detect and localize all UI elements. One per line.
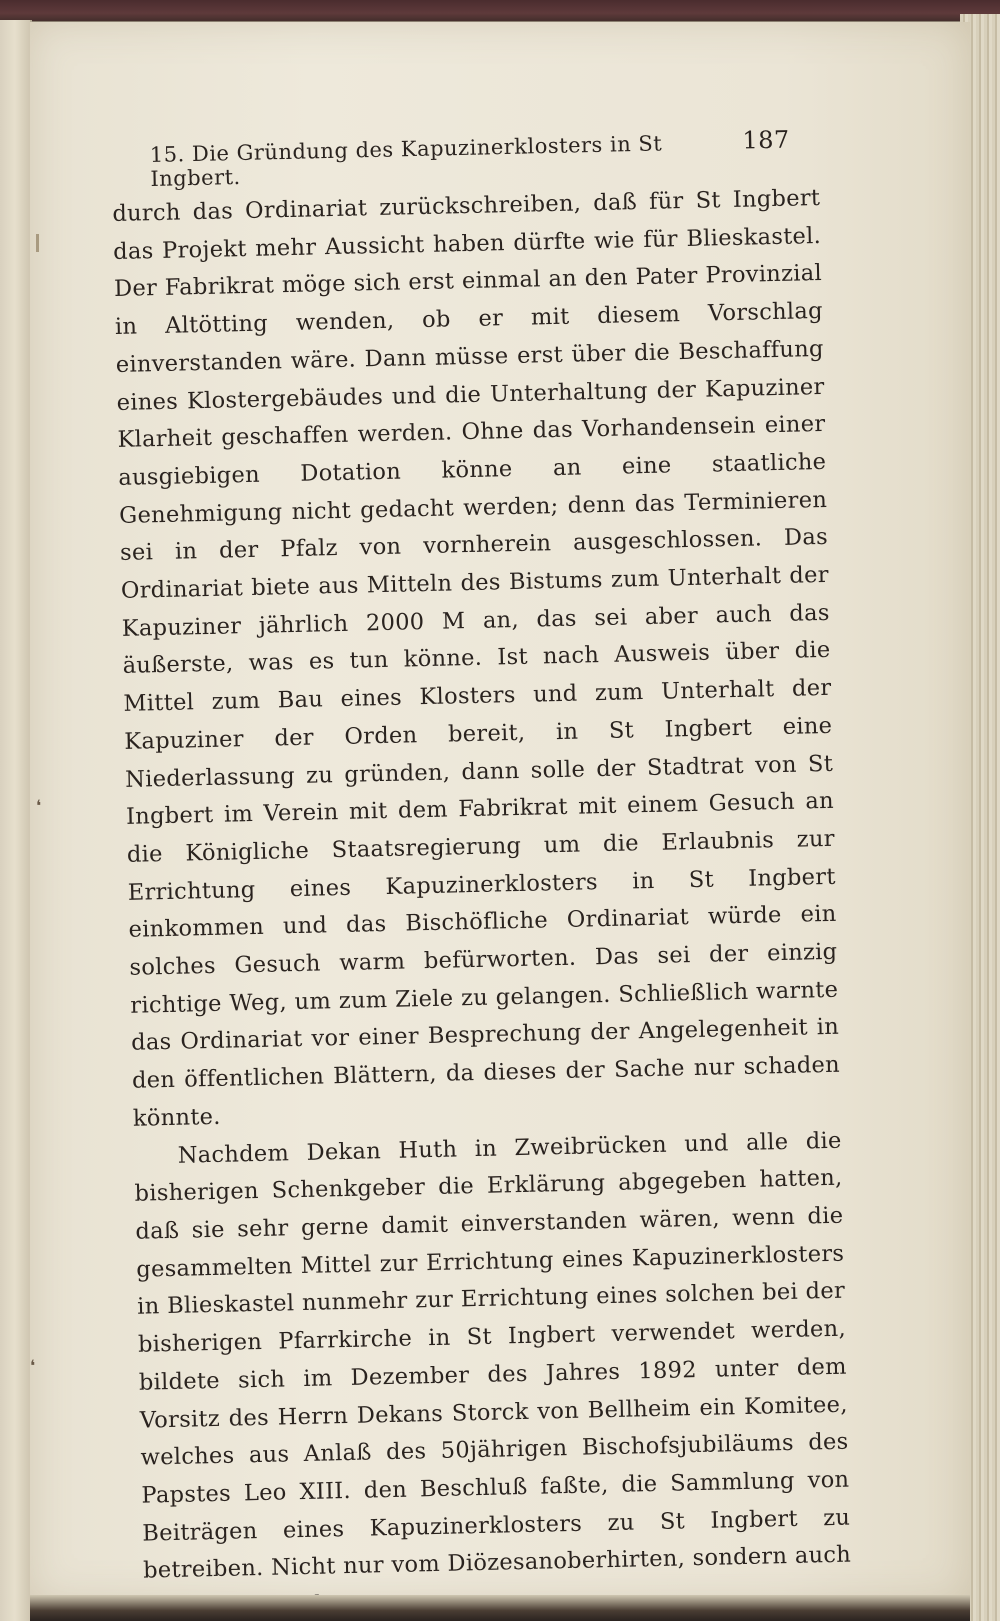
- margin-mark: ❛: [30, 1356, 36, 1375]
- left-page-edge: [0, 20, 32, 1621]
- running-title: 15. Die Gründung des Kapuzinerklosters in St Ingbert.: [149, 131, 663, 191]
- page-body: [112, 180, 852, 1621]
- margin-mark: ❛: [36, 796, 42, 815]
- page-bottom-edge: [30, 1595, 970, 1621]
- paragraph: Nachdem Dekan Huth in Zweibrücken und alle die bisherigen Schenkgeber die Erklärung abgegeben hatten, daß sie sehr gerne damit einverstanden wären, wenn die gesammelten Mittel zur Errichtung eines Kapuzinerklosters in Blieskastel nunmehr zur Errichtung eines solchen bei der bisherigen Pfarrkirche in St Ingbert verwendet werden, bildete sich im Dezember des Jahres 1892 unter dem Vorsitz des Herrn Dekans Storck von Bellheim ein Komitee, welches aus Anlaß des 50jährigen Bischofsjubiläums des Papstes Leo XIII. den Beschluß faßte, die Sammlung von Beiträgen eines Kapuzinerklosters zu St Ingbert zu betreiben. Nicht nur vom Diözesanoberhirten, sondern auch: [134, 1127, 852, 1584]
- book-binding: [0, 0, 1000, 24]
- margin-mark: [36, 234, 39, 252]
- page-number: 187: [742, 125, 791, 155]
- paragraph: durch das Ordinariat zurückschreiben, daß für St Ingbert das Projekt mehr Aussicht haben dürfte wie für Blieskastel. Der Fabrikrat möge sich erst einmal an den Pater Provinzial in Altötting wenden, ob er mit diesem Vorschlag einverstanden wäre. Dann müsse erst über die Beschaffung eines Klostergebäudes und die Unterhaltung der Kapuziner Klarheit geschaffen werden. Ohne das Vorhandensein einer ausgiebigen Dotation könne an eine staatliche Genehmigung nicht gedacht werden; denn das Terminieren sei in der Pfalz von vornherein ausgeschlossen. Das Ordinariat biete aus Mitteln des Bistums zum Unterhalt der Kapuziner jährlich 2000 M an, das sei aber auch das äußerste, was es tun könne. Ist nach Ausweis über die Mittel zum Bau eines Klosters und zum Unterhalt der Kapuziner der Orden bereit, in St Ingbert eine Niederlassung zu gründen, dann solle der Stadtrat von St Ingbert im Verein mit dem Fabrikrat mit einem Gesuch an die Königliche Staatsregierung um die Erlaubnis zur Errichtung eines Kapuzinerklosters in St Ingbert einkommen und das Bischöfliche Ordinariat würde ein solches Gesuch warm befürworten. Das sei der einzig richtige Weg, um zum Ziele zu gelangen. Schließlich warnte das Ordinariat vor einer Besprechung der Angelegenheit in den öffentlichen Blättern, da dieses der Sache nur schaden könnte.: [112, 184, 841, 1132]
